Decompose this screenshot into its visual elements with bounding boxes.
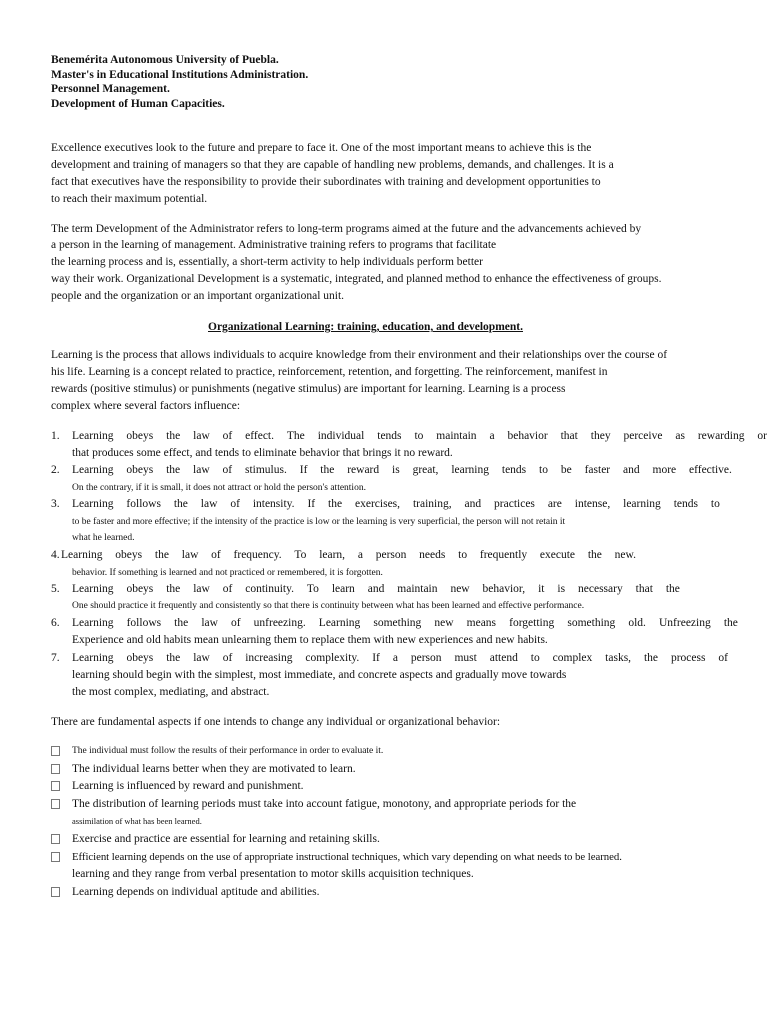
word: be — [560, 464, 572, 476]
word: Learning — [72, 652, 114, 664]
word: to — [530, 652, 540, 664]
header-topic: Development of Human Capacities. — [51, 98, 225, 110]
word: To — [294, 549, 307, 561]
word: intensity. — [252, 498, 295, 510]
para1-line: to reach their maximum potential. — [51, 193, 208, 205]
word: frequency. — [233, 549, 282, 561]
list-item-continuation: that produces some effect, and tends to eliminate behavior that brings it no reward. — [72, 447, 453, 459]
word: and — [623, 464, 640, 476]
list-item-continuation: to be faster and more effective; if the intensity of the practice is low or the learning is very superficial, the person will not retain it — [72, 517, 566, 527]
word: If — [372, 652, 380, 664]
word: to — [458, 549, 468, 561]
word: learn — [331, 583, 355, 595]
para3-line: complex where several factors influence: — [51, 400, 241, 412]
list-item-continuation: Experience and old habits mean unlearning them to replace them with new experiences and new habits. — [72, 634, 548, 646]
word: new — [434, 617, 454, 629]
list-number: 3. — [51, 498, 60, 510]
word: tends — [501, 464, 527, 476]
word: follows — [126, 617, 162, 629]
word: person — [410, 652, 442, 664]
para2-line: a person in the learning of management. Administrative training refers to programs that facilitate — [51, 239, 497, 251]
word: the — [154, 549, 169, 561]
para3-line: his life. Learning is a concept related to practice, reinforcement, retention, and forgetting. The reinforcement, manifest in — [51, 366, 608, 378]
list-item-law-frequency — [61, 548, 636, 562]
word: of — [222, 652, 233, 664]
word: obeys — [115, 549, 143, 561]
word: maintain — [436, 430, 477, 442]
word: effective. — [689, 464, 732, 476]
bullet-item: The individual learns better when they are motivated to learn. — [72, 763, 356, 775]
aspects-intro: There are fundamental aspects if one intends to change any individual or organizational behavior: — [51, 716, 501, 728]
word: law — [181, 549, 199, 561]
list-item-continuation: the most complex, mediating, and abstract. — [72, 686, 270, 698]
word: law — [200, 498, 218, 510]
bullet-box-icon — [51, 834, 60, 844]
word: must — [454, 652, 477, 664]
word: complex — [552, 652, 593, 664]
word: person — [375, 549, 407, 561]
word: more — [652, 464, 677, 476]
list-item-law-continuity — [72, 582, 680, 596]
word: tends — [377, 430, 402, 442]
word: exercises, — [355, 498, 401, 510]
word: of — [230, 498, 240, 510]
word: effect. — [245, 430, 274, 442]
para1-line: development and training of managers so that they are capable of handling new problems, demands, and challenges. It is a — [51, 159, 614, 171]
word: To — [306, 583, 319, 595]
list-number: 1. — [51, 430, 60, 442]
word: behavior — [507, 430, 548, 442]
word: and — [367, 583, 385, 595]
word: or — [757, 430, 767, 442]
word: the — [166, 464, 181, 476]
word: learning — [451, 464, 489, 476]
word: execute — [539, 549, 576, 561]
list-item-law-effect — [72, 429, 767, 443]
bullet-item: The individual must follow the results of their performance in order to evaluate it. — [72, 746, 384, 756]
bullet-item-continuation: learning and they range from verbal presentation to motor skills acquisition techniques. — [72, 868, 474, 880]
word: tasks, — [605, 652, 632, 664]
word: to — [539, 464, 548, 476]
word: as — [675, 430, 685, 442]
word: complexity. — [305, 652, 360, 664]
word: The — [286, 430, 305, 442]
bullet-item: Learning depends on individual aptitude and abilities. — [72, 886, 320, 898]
list-item-continuation: learning should begin with the simplest, most immediate, and concrete aspects and gradually move towards — [72, 669, 567, 681]
word: a — [357, 549, 363, 561]
word: law — [201, 617, 218, 629]
list-item-law-unfreezing — [72, 616, 738, 630]
para2-line: people and the organization or an important organizational unit. — [51, 290, 345, 302]
bullet-box-icon — [51, 764, 60, 774]
word: stimulus. — [245, 464, 287, 476]
word: that — [560, 430, 578, 442]
word: forgetting — [509, 617, 555, 629]
word: of — [222, 464, 233, 476]
bullet-box-icon — [51, 746, 60, 756]
word: practices — [494, 498, 535, 510]
word: individual — [317, 430, 365, 442]
word: the — [166, 430, 181, 442]
bullet-box-icon — [51, 852, 60, 862]
word: the — [174, 617, 189, 629]
word: Learning — [318, 617, 361, 629]
para2-line: The term Development of the Administrator refers to long-term programs aimed at the future and the advancements achieved by — [51, 223, 642, 235]
word: continuity. — [245, 583, 294, 595]
para2-line: way their work. Organizational Development is a systematic, integrated, and planned method to enhance the effectiveness of groups. — [51, 273, 662, 285]
word: needs — [419, 549, 446, 561]
word: obeys — [126, 583, 154, 595]
list-item-law-stimulus — [72, 463, 732, 477]
word: unfreezing. — [253, 617, 306, 629]
word: and — [464, 498, 482, 510]
list-item-continuation: One should practice it frequently and consistently so that there is continuity between what has been learned and effective performance. — [72, 601, 585, 611]
word: of — [222, 583, 233, 595]
word: frequently — [479, 549, 528, 561]
section-title: Organizational Learning: training, education, and development. — [208, 321, 523, 333]
word: the — [587, 549, 602, 561]
word: intense, — [574, 498, 611, 510]
word: attend — [489, 652, 518, 664]
word: Learning — [72, 498, 114, 510]
word: to — [710, 498, 720, 510]
bullet-box-icon — [51, 799, 60, 809]
word: a — [392, 652, 398, 664]
word: new. — [614, 549, 636, 561]
word: the — [166, 583, 181, 595]
word: are — [547, 498, 562, 510]
word: of — [211, 549, 221, 561]
word: a — [489, 430, 495, 442]
bullet-item: Exercise and practice are essential for learning and retaining skills. — [72, 833, 380, 845]
bullet-item: Efficient learning depends on the use of appropriate instructional techniques, which vary depending on what needs to be learned. — [72, 851, 622, 863]
bullet-item: Learning is influenced by reward and punishment. — [72, 780, 304, 792]
word: obeys — [126, 430, 154, 442]
word: of — [718, 652, 728, 664]
list-number: 4. — [51, 549, 60, 561]
word: tends — [673, 498, 698, 510]
word: rewarding — [697, 430, 745, 442]
word: they — [590, 430, 611, 442]
word: old. — [628, 617, 646, 629]
word: the — [328, 498, 343, 510]
list-item-continuation: what he learned. — [72, 533, 135, 543]
word: that — [635, 583, 653, 595]
list-item-continuation: On the contrary, if it is small, it does not attract or hold the person's attention. — [72, 483, 366, 493]
word: the — [643, 652, 659, 664]
bullet-box-icon — [51, 887, 60, 897]
word: Learning — [61, 549, 103, 561]
list-number: 2. — [51, 464, 60, 476]
word: law — [193, 583, 210, 595]
word: necessary — [578, 583, 623, 595]
word: it — [538, 583, 545, 595]
word: training, — [412, 498, 452, 510]
word: law — [193, 464, 210, 476]
word: to — [414, 430, 424, 442]
word: the — [166, 652, 181, 664]
word: great, — [412, 464, 439, 476]
word: faster — [584, 464, 611, 476]
word: process — [670, 652, 706, 664]
word: increasing — [245, 652, 293, 664]
word: follows — [126, 498, 161, 510]
list-item-continuation: behavior. If something is learned and not practiced or remembered, it is forgotten. — [72, 568, 383, 578]
word: Learning — [72, 430, 114, 442]
word: maintain — [397, 583, 438, 595]
list-number: 5. — [51, 583, 60, 595]
word: Learning — [72, 583, 114, 595]
list-item-law-intensity — [72, 497, 720, 511]
word: the — [665, 583, 680, 595]
word: of — [222, 430, 233, 442]
word: Learning — [72, 617, 114, 629]
para3-line: rewards (positive stimulus) or punishments (negative stimulus) are important for learning. Learning is a process — [51, 383, 566, 395]
header-university: Benemérita Autonomous University of Puebla. — [51, 54, 279, 66]
word: learning — [623, 498, 661, 510]
header-masters: Master's in Educational Institutions Administration. — [51, 69, 309, 81]
para2-line: the learning process and is, essentially, a short-term activity to help individuals perform better — [51, 256, 483, 268]
word: perceive — [623, 430, 663, 442]
word: is — [392, 464, 400, 476]
list-number: 7. — [51, 652, 60, 664]
word: law — [193, 652, 210, 664]
para1-line: fact that executives have the responsibility to provide their subordinates with training and development opportunities to — [51, 176, 601, 188]
bullet-item-continuation: assimilation of what has been learned. — [72, 816, 202, 826]
word: If — [307, 498, 316, 510]
word: something — [373, 617, 422, 629]
word: Learning — [72, 464, 114, 476]
para1-line: Excellence executives look to the future and prepare to face it. One of the most important means to achieve this is the — [51, 142, 592, 154]
word: If — [299, 464, 308, 476]
word: learn, — [319, 549, 346, 561]
word: the — [320, 464, 335, 476]
word: of — [231, 617, 241, 629]
list-number: 6. — [51, 617, 60, 629]
word: obeys — [126, 652, 154, 664]
word: reward — [347, 464, 380, 476]
header-course: Personnel Management. — [51, 83, 170, 95]
word: new — [450, 583, 470, 595]
bullet-item: The distribution of learning periods must take into account fatigue, monotony, and appropriate periods for the — [72, 798, 577, 810]
word: is — [557, 583, 566, 595]
para3-line: Learning is the process that allows individuals to acquire knowledge from their environment and their relationships over the course of — [51, 349, 668, 361]
word: obeys — [126, 464, 154, 476]
bullet-box-icon — [51, 781, 60, 791]
word: the — [723, 617, 738, 629]
word: law — [193, 430, 210, 442]
word: something — [567, 617, 616, 629]
word: behavior, — [482, 583, 526, 595]
word: Unfreezing — [659, 617, 711, 629]
list-item-law-complexity — [72, 651, 728, 665]
word: means — [466, 617, 497, 629]
word: the — [173, 498, 188, 510]
